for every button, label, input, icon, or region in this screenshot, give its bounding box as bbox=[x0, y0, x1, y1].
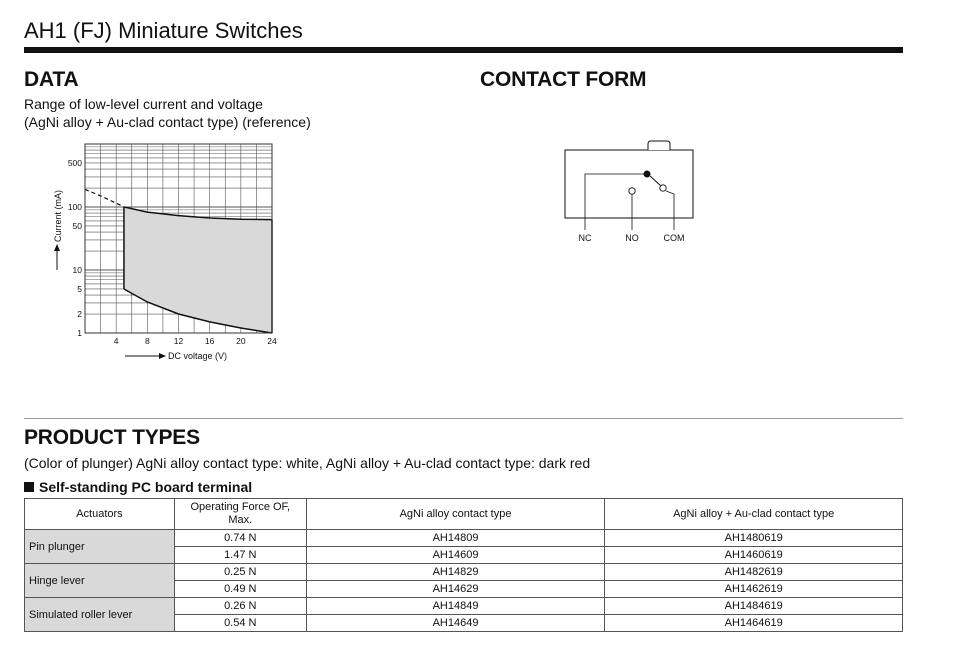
agni-part-cell: AH14609 bbox=[306, 547, 605, 564]
x-axis-label: DC voltage (V) bbox=[168, 351, 228, 361]
column-header-actuators: Actuators bbox=[25, 499, 175, 530]
y-tick-label: 5 bbox=[77, 283, 82, 294]
auclad-part-cell: AH1462619 bbox=[605, 581, 903, 598]
column-header-operating-force-text: Operating Force OF, Max. bbox=[190, 501, 291, 526]
arrow-right-icon bbox=[159, 353, 166, 359]
plunger-outline bbox=[648, 141, 670, 150]
actuator-cell: Pin plunger bbox=[25, 530, 175, 564]
column-header-operating-force bbox=[174, 499, 306, 530]
y-axis-label-group bbox=[53, 190, 63, 270]
x-tick-label: 12 bbox=[173, 336, 184, 346]
column-header-agni: AgNi alloy contact type bbox=[306, 499, 605, 530]
x-axis-label-group bbox=[125, 351, 227, 361]
y-tick-label: 10 bbox=[72, 265, 82, 275]
auclad-part-cell: AH1460619 bbox=[605, 547, 903, 564]
arrow-up-icon bbox=[54, 244, 60, 251]
title-rule bbox=[24, 47, 903, 53]
current-voltage-chart bbox=[40, 138, 300, 370]
force-cell: 0.25 N bbox=[174, 564, 306, 581]
table-row bbox=[25, 564, 903, 581]
auclad-part-cell: AH1482619 bbox=[605, 564, 903, 581]
actuator-cell: Hinge lever bbox=[25, 564, 175, 598]
com-link-line bbox=[666, 191, 674, 194]
y-tick-label: 2 bbox=[77, 309, 82, 320]
terminal-label-com: COM bbox=[663, 233, 685, 243]
x-tick-label: 4 bbox=[113, 336, 119, 346]
force-cell: 0.54 N bbox=[174, 615, 306, 632]
y-tick-label: 500 bbox=[67, 157, 82, 168]
agni-part-cell: AH14809 bbox=[306, 530, 605, 547]
plunger-color-note: (Color of plunger) AgNi alloy contact type: white, AgNi alloy + Au-clad contact type: dark red bbox=[24, 455, 591, 471]
subsection-heading bbox=[24, 479, 252, 495]
table-header-row bbox=[25, 499, 903, 530]
table-row bbox=[25, 530, 903, 547]
force-cell: 0.26 N bbox=[174, 598, 306, 615]
agni-part-cell: AH14649 bbox=[306, 615, 605, 632]
y-axis-label: Current (mA) bbox=[53, 189, 63, 242]
y-tick-label: 1 bbox=[77, 328, 82, 338]
data-heading: DATA bbox=[24, 68, 79, 91]
force-cell: 1.47 N bbox=[174, 547, 306, 564]
data-subtitle-line2: (AgNi alloy + Au-clad contact type) (reference) bbox=[24, 114, 311, 130]
nc-contact-dot bbox=[644, 171, 651, 178]
contact-form-heading: CONTACT FORM bbox=[480, 68, 647, 91]
terminal-label-no: NO bbox=[625, 233, 639, 243]
x-tick-label: 24 bbox=[267, 336, 277, 346]
dashed-extension-line bbox=[85, 189, 124, 207]
page-title: AH1 (FJ) Miniature Switches bbox=[24, 18, 303, 43]
table-row bbox=[25, 598, 903, 615]
y-tick-label: 50 bbox=[72, 220, 82, 231]
force-cell: 0.49 N bbox=[174, 581, 306, 598]
x-tick-label: 16 bbox=[204, 336, 215, 346]
no-terminal-circle bbox=[629, 188, 635, 194]
terminal-label-nc: NC bbox=[578, 233, 592, 243]
agni-part-cell: AH14629 bbox=[306, 581, 605, 598]
square-bullet-icon bbox=[24, 482, 34, 492]
column-header-auclad: AgNi alloy + Au-clad contact type bbox=[605, 499, 903, 530]
subsection-label: Self-standing PC board terminal bbox=[39, 479, 253, 495]
x-tick-label: 20 bbox=[236, 336, 246, 346]
data-subtitle-line1: Range of low-level current and voltage bbox=[24, 96, 263, 112]
actuator-cell: Simulated roller lever bbox=[25, 598, 175, 632]
product-table bbox=[24, 498, 903, 632]
auclad-part-cell: AH1484619 bbox=[605, 598, 903, 615]
section-divider bbox=[24, 418, 903, 419]
agni-part-cell: AH14849 bbox=[306, 598, 605, 615]
auclad-part-cell: AH1464619 bbox=[605, 615, 903, 632]
force-cell: 0.74 N bbox=[174, 530, 306, 547]
auclad-part-cell: AH1480619 bbox=[605, 530, 903, 547]
x-tick-label: 8 bbox=[144, 336, 150, 346]
moving-contact-arm bbox=[650, 176, 661, 186]
product-types-heading: PRODUCT TYPES bbox=[24, 426, 200, 449]
contact-form-diagram bbox=[560, 138, 700, 248]
nc-contact-line bbox=[585, 174, 645, 230]
agni-part-cell: AH14829 bbox=[306, 564, 605, 581]
y-tick-label: 100 bbox=[67, 202, 82, 212]
